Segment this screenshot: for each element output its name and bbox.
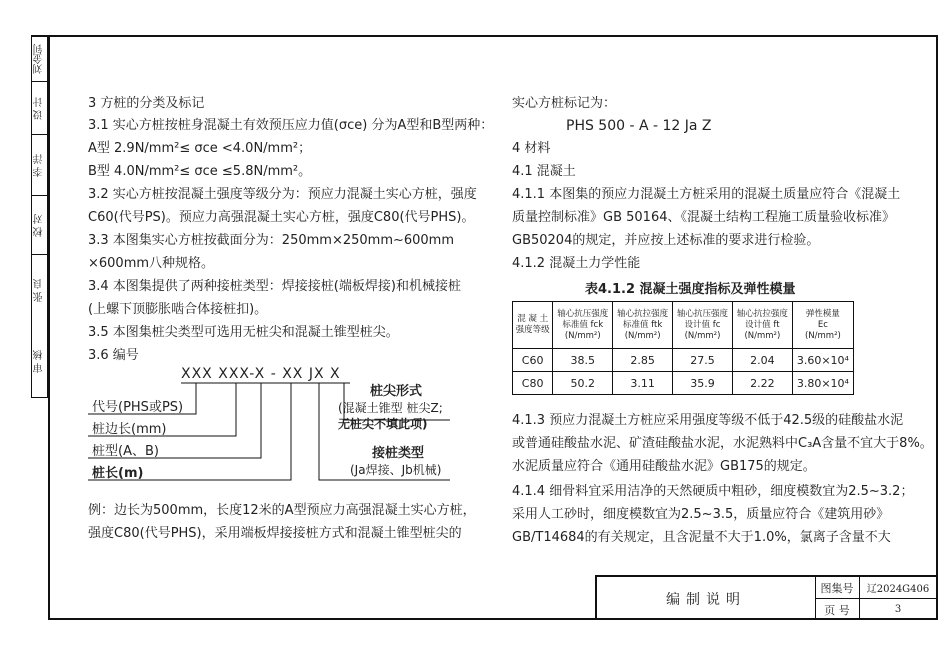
para-3-4-a: 3.4 本图集提供了两种接桩类型：焊接接桩(端板焊接)和机械接桩 [88,279,461,294]
para-4-1-2: 4.1.2 混凝土力学性能 [512,256,641,271]
para-3-2-b: C60(代号PS)。预应力高强混凝土实心方桩，强度C80(代号PHS)。 [88,210,475,225]
joint-type-title: 接桩类型 [372,446,425,461]
para-3-3-a: 3.3 本图集实心方桩按截面分为：250mm×250mm~600mm [88,233,455,248]
tip-form-title: 桩尖形式 [370,384,423,399]
strip-cell-drawer: 刘金钊 [32,36,47,81]
table-cell: 3.80×10⁴ [792,372,853,395]
strip-cell-design: 设 计 [32,81,47,134]
concrete-strength-table [512,301,854,395]
para-3-3-b: ×600mm八种规格。 [88,256,215,271]
table-cell: 38.5 [553,349,613,372]
strip-cell-review: 审 核 [34,349,45,373]
section3-heading: 3 方桩的分类及标记 [88,96,205,111]
table-cell: 3.11 [613,372,673,395]
para-4-1-1-b: 质量控制标准》GB 50164、《混凝土结构工程施工质量验收标准》 [512,210,895,225]
para-3-1-b: B型 4.0N/mm²≤ σce ≤5.8N/mm²。 [88,164,312,179]
para-3-5: 3.5 本图集桩尖类型可选用无桩尖和混凝土锥型桩尖。 [88,325,399,340]
para-3-6: 3.6 编号 [88,348,139,363]
label-side-length: 桩边长(mm) [92,422,167,437]
para-4-1-4-c: GB/T14684的有关规定，且含泥量不大于1.0%，氯离子含量不大 [512,530,891,545]
table-row [513,349,854,372]
table-cell: 27.5 [673,349,733,372]
strip-cell-designer: 李 洋 [32,134,47,195]
table-cell: 2.04 [732,349,792,372]
para-3-1-a: A型 2.9N/mm²≤ σce <4.0N/mm²； [88,141,312,156]
table-header-cell: 轴心抗压强度 标准值 fck (N/mm²) [553,302,613,349]
label-pile-type: 桩型(A、B) [92,444,159,459]
table-header-cell: 轴心抗拉强度 设计值 ft (N/mm²) [732,302,792,349]
table-cell: 35.9 [673,372,733,395]
joint-type-line1: (Ja焊接、Jb机械) [350,463,442,477]
para-4-1-4-b: 采用人工砂时，细度模数宜为2.5~3.5，质量应符合《建筑用砂》 [512,507,890,522]
para-4-1-1-c: GB50204的规定，并应按上述标准的要求进行检验。 [512,233,820,248]
para-4-1-4-a: 4.1.4 细骨料宜采用洁净的天然硬质中粗砂，细度模数宜为2.5~3.2； [512,484,914,499]
para-3-2-a: 3.2 实心方桩按混凝土强度等级分为：预应力混凝土实心方桩，强度 [88,187,477,202]
page-number-label: 页 号 [815,599,860,620]
code-pattern: XXX XXX-X - XX JX X [181,366,341,382]
para-3-1: 3.1 实心方桩按桩身混凝土有效预压应力值(σce) 分为A型和B型两种： [88,118,494,133]
table-title: 表4.1.2 混凝土强度指标及弹性模量 [585,282,796,297]
table-row [513,372,854,395]
example-line2: 强度C80(代号PHS)，采用端板焊接接桩方式和混凝土锥型桩尖的 [88,526,462,541]
strip-cell-checker: 张 良 [32,254,47,325]
page-number-value: 3 [894,604,902,615]
table-header-cell: 弹性模量 Ec (N/mm²) [792,302,853,349]
mark-intro: 实心方桩标记为： [512,96,617,111]
sheet-title: 编制说明 [597,577,816,620]
label-code: 代号(PHS或PS) [92,400,184,415]
table-cell: 3.60×10⁴ [792,349,853,372]
table-cell: C60 [513,349,553,372]
para-4-1-3-c: 水泥质量应符合《通用硅酸盐水泥》GB175的规定。 [512,459,816,474]
para-4-1-3-a: 4.1.3 预应力混凝土方桩应采用强度等级不低于42.5级的硅酸盐水泥 [512,413,904,428]
para-3-4-b: (上螺下顶膨胀啮合体接桩扣)。 [88,302,268,317]
section4-heading: 4 材料 [512,141,551,156]
table-cell: C80 [513,372,553,395]
table-cell: 50.2 [553,372,613,395]
example-line1: 例：边长为500mm，长度12米的A型预应力高强混凝土实心方桩， [88,503,476,518]
para-4-1-1-a: 4.1.1 本图集的预应力混凝土方桩采用的混凝土质量应符合《混凝土 [512,187,901,202]
section4-1-heading: 4.1 混凝土 [512,164,576,179]
strip-cell-check: 校 对 [32,195,47,254]
label-pile-length: 桩长(m) [92,466,144,481]
mark-example: PHS 500 - A - 12 Ja Z [566,118,712,134]
table-cell: 2.85 [613,349,673,372]
table-header-cell: 轴心抗压强度 设计值 fc (N/mm²) [673,302,733,349]
table-header-row [513,302,854,349]
tip-form-line1: (混凝土锥型 桩尖Z; [338,401,443,415]
table-cell: 2.22 [732,372,792,395]
table-header-cell: 轴心抗拉强度 标准值 ftk (N/mm²) [613,302,673,349]
title-block [595,575,938,620]
table-header-cell: 混 凝 土 强度等级 [513,302,553,349]
atlas-number-label: 图集号 [815,577,860,599]
atlas-number-value: 辽2024G406 [859,577,937,599]
tip-form-line2: 无桩尖不填此项) [338,417,428,431]
para-4-1-3-b: 或普通硅酸盐水泥、矿渣硅酸盐水泥，水泥熟料中C₃A含量不宜大于8%。 [512,436,933,451]
